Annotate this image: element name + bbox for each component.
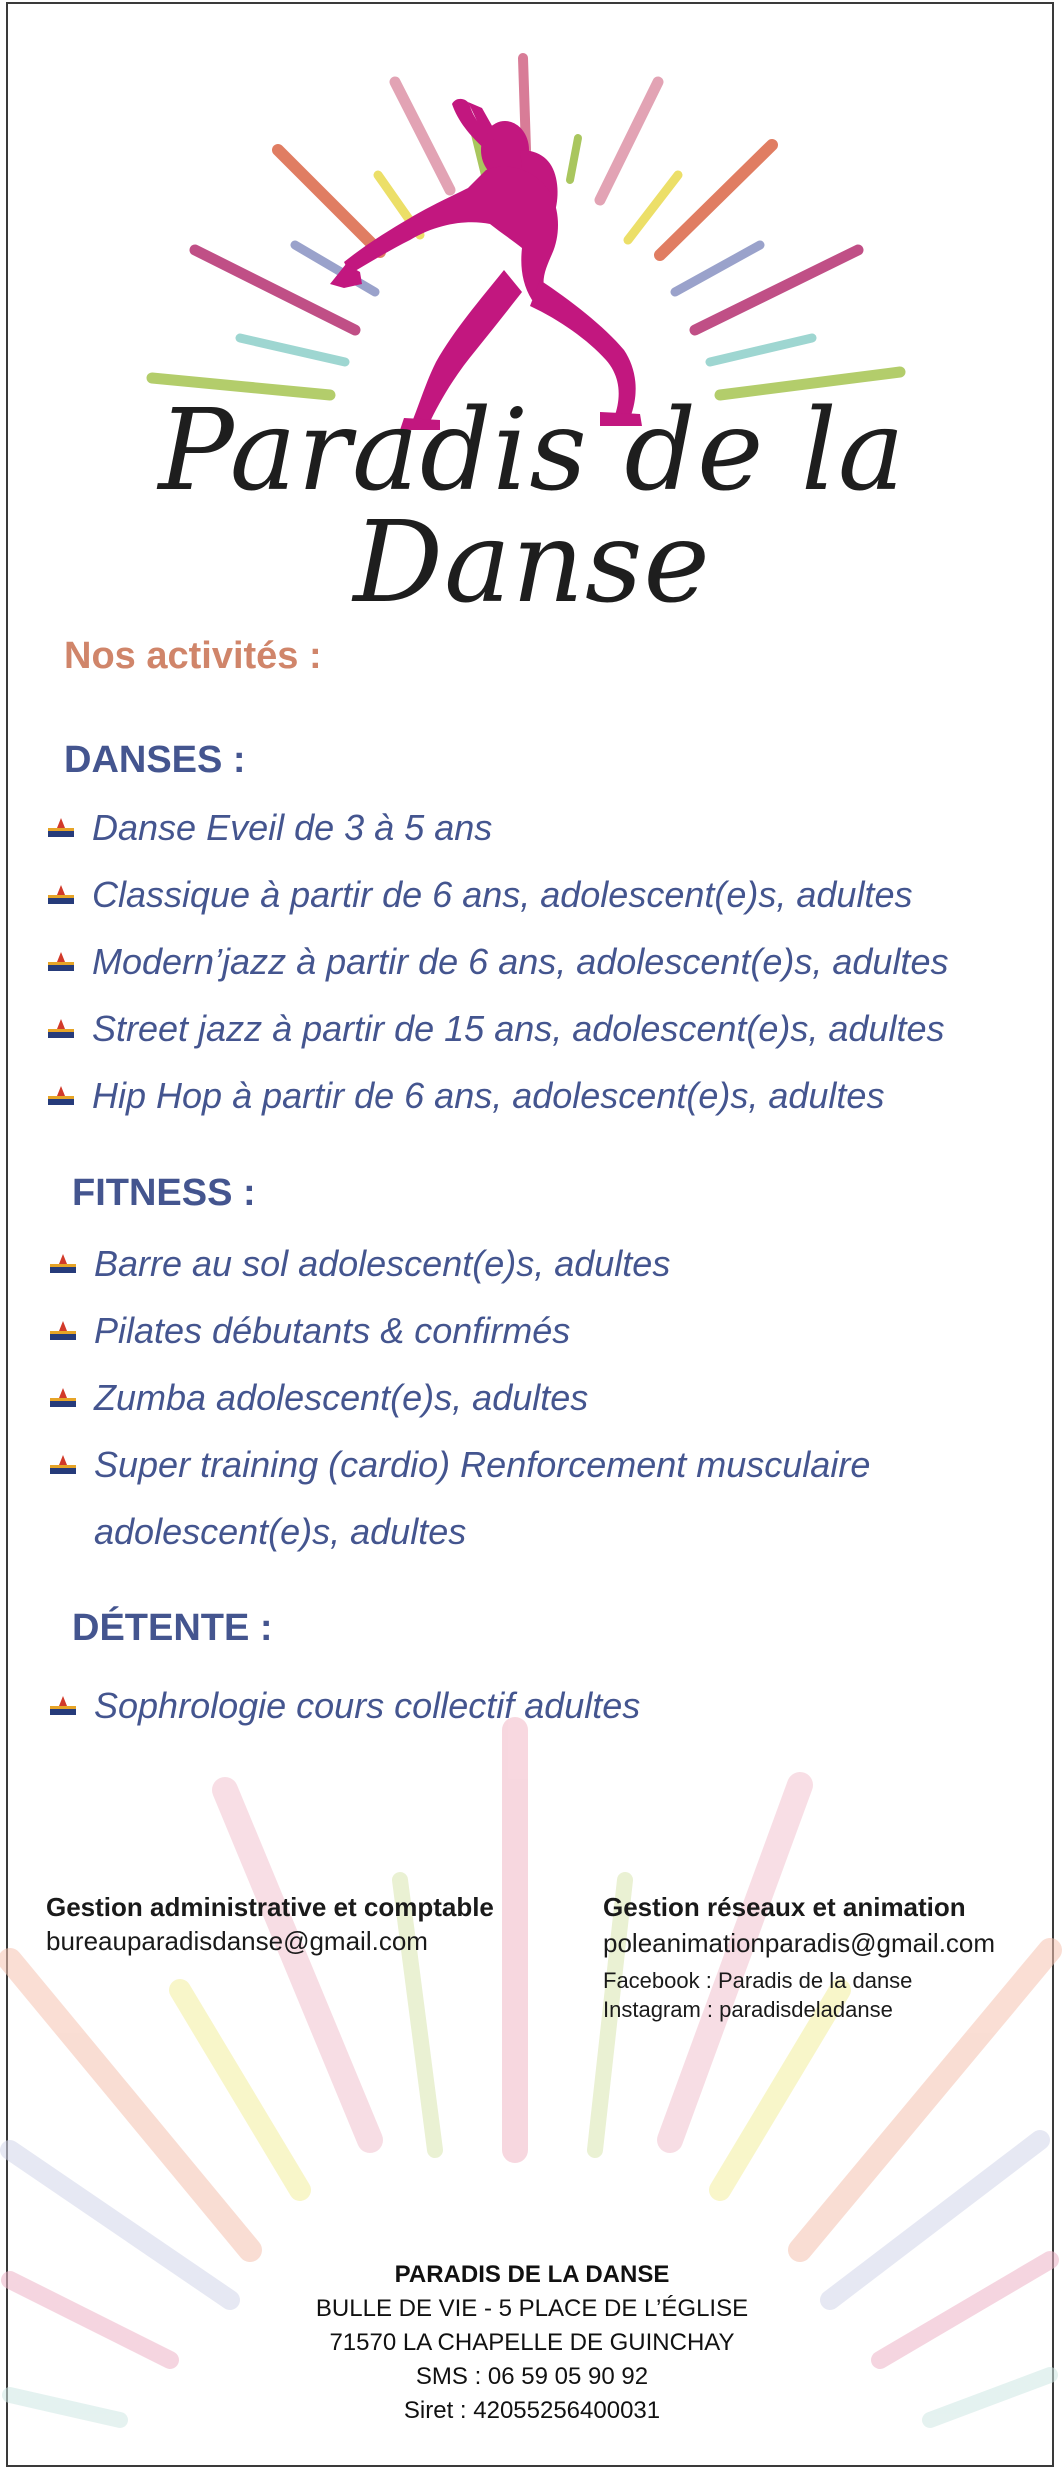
activities-title: Nos activités :: [64, 635, 322, 677]
social-contact-title: Gestion réseaux et animation: [603, 1892, 966, 1922]
footer-address: [0, 2258, 1064, 2428]
list-item: Hip Hop à partir de 6 ans, adolescent(e)s, adultes: [44, 1062, 948, 1129]
arrow-bullet-icon: [48, 1019, 74, 1039]
arrow-bullet-icon: [48, 818, 74, 838]
arrow-bullet-icon: [50, 1388, 76, 1408]
footer-address-line-1: BULLE DE VIE - 5 PLACE DE L’ÉGLISE: [315, 2295, 749, 2322]
list-item: Modern’jazz à partir de 6 ans, adolescent(e)s, adultes: [44, 928, 948, 995]
logo-ray: [695, 250, 858, 330]
arrow-bullet-icon: [48, 1086, 74, 1106]
list-item: Street jazz à partir de 15 ans, adolescent(e)s, adultes: [44, 995, 948, 1062]
dancer-silhouette-icon: [330, 99, 642, 430]
logo-ray: [660, 145, 772, 255]
arrow-bullet-icon: [50, 1696, 76, 1716]
list-item: Barre au sol adolescent(e)s, adultes: [46, 1230, 870, 1297]
instagram-link[interactable]: Instagram : paradisdeladanse: [603, 1997, 893, 2022]
social-email-link[interactable]: poleanimationparadis@gmail.com: [603, 1928, 996, 1958]
logo-ray: [600, 82, 658, 200]
social-contact: [603, 1890, 995, 2024]
admin-contact-title: Gestion administrative et comptable: [46, 1892, 494, 1922]
list-item: Pilates débutants & confirmés: [46, 1297, 870, 1364]
logo-ray: [675, 245, 760, 292]
fitness-list: [46, 1230, 870, 1565]
logo-ray: [710, 338, 812, 362]
detente-list: [46, 1672, 640, 1739]
list-item: Super training (cardio) Renforcement musculaire: [46, 1431, 870, 1498]
logo-text: Paradis de la Danse: [158, 386, 906, 628]
logo-ray: [570, 138, 578, 180]
logo-ray: [278, 150, 380, 252]
list-item-continuation: adolescent(e)s, adultes: [94, 1511, 467, 1552]
list-item: Classique à partir de 6 ans, adolescent(e)s, adultes: [44, 861, 948, 928]
list-item: Zumba adolescent(e)s, adultes: [46, 1364, 870, 1431]
footer-siret: Siret : 42055256400031: [403, 2397, 661, 2424]
list-item: Sophrologie cours collectif adultes: [46, 1672, 640, 1739]
arrow-bullet-icon: [48, 885, 74, 905]
list-item: Danse Eveil de 3 à 5 ans: [44, 794, 948, 861]
admin-contact: [46, 1890, 494, 1958]
footer-sms: SMS : 06 59 05 90 92: [415, 2363, 649, 2390]
section-title-detente: DÉTENTE :: [72, 1607, 273, 1649]
logo-ray: [395, 82, 450, 190]
danses-list: [44, 794, 948, 1129]
facebook-link[interactable]: Facebook : Paradis de la danse: [603, 1968, 913, 1993]
logo-ray: [628, 175, 678, 240]
section-title-fitness: FITNESS :: [72, 1172, 256, 1214]
arrow-bullet-icon: [50, 1254, 76, 1274]
footer-address-line-2: 71570 LA CHAPELLE DE GUINCHAY: [329, 2329, 735, 2356]
arrow-bullet-icon: [48, 952, 74, 972]
footer-name: PARADIS DE LA DANSE: [394, 2261, 670, 2288]
admin-email-link[interactable]: bureauparadisdanse@gmail.com: [46, 1926, 428, 1956]
logo-ray: [240, 338, 345, 362]
section-title-danses: DANSES :: [64, 739, 246, 781]
arrow-bullet-icon: [50, 1455, 76, 1475]
arrow-bullet-icon: [50, 1321, 76, 1341]
